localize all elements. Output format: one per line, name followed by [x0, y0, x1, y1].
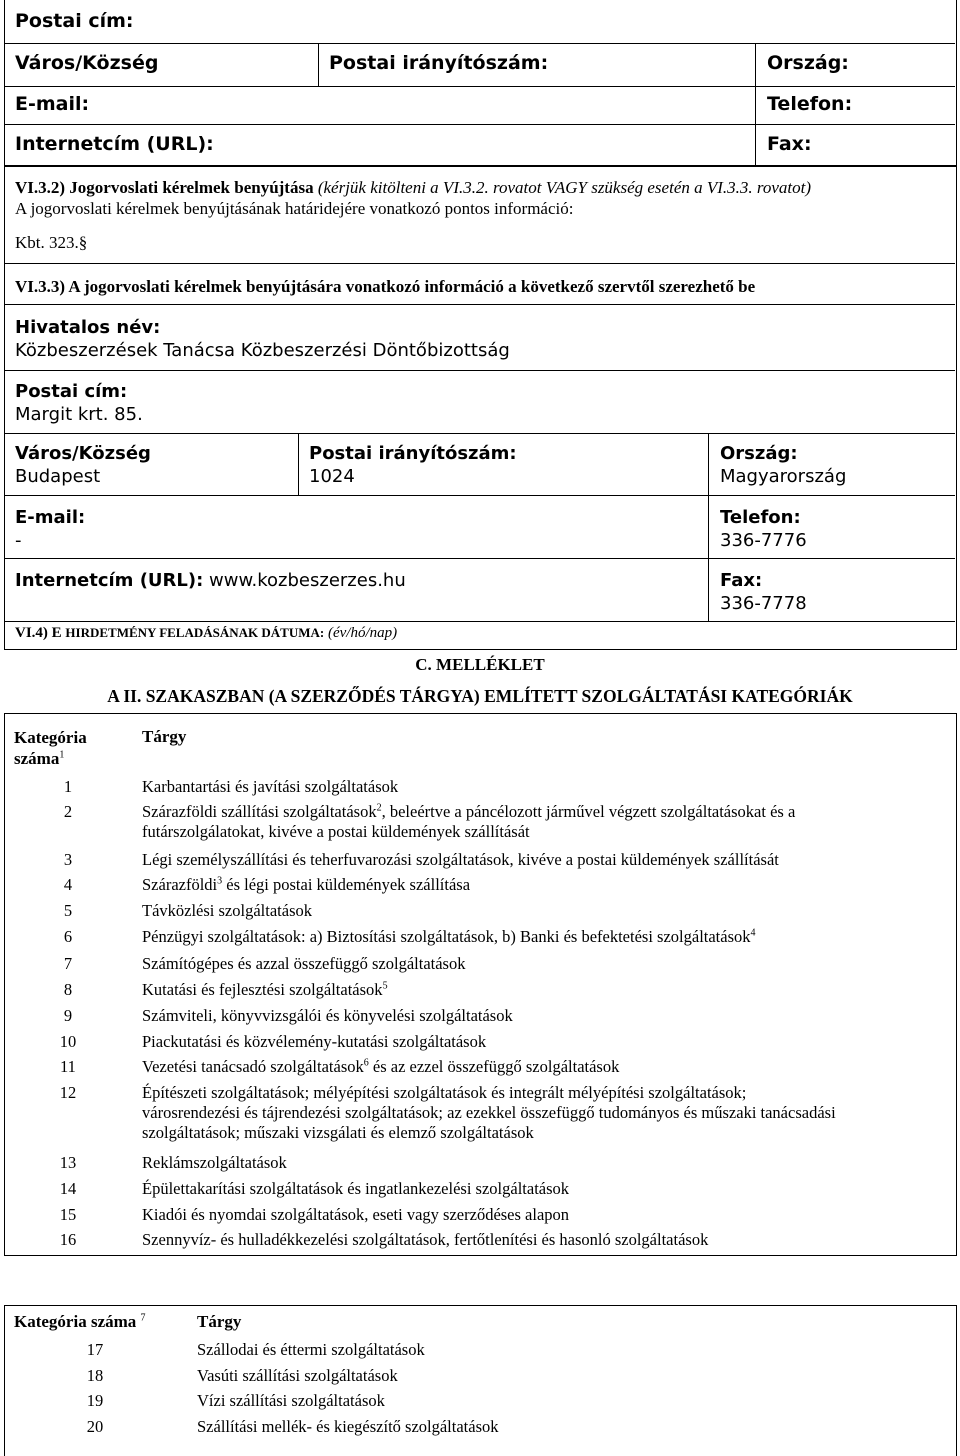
table1-col2-header: Tárgy [142, 727, 187, 746]
subject-text: Szárazföldi szállítási szolgáltatások [142, 802, 377, 821]
subject-text: Számítógépes és azzal összefüggő szolgáltatások [142, 954, 466, 973]
subject-line: futárszolgálatokat, kivéve a postai küldemények szállítását [142, 822, 530, 841]
divider [755, 43, 756, 165]
category-number: 5 [63, 901, 73, 920]
category-subject: Vasúti szállítási szolgáltatások [197, 1366, 398, 1385]
fax-value: 336-7778 [720, 593, 807, 614]
vi32-note: (kérjük kitölteni a VI.3.2. rovatot VAGY szükség esetén a VI.3.3. rovatot) [317, 178, 812, 197]
footnote-ref: 6 [363, 1057, 369, 1069]
divider [298, 433, 299, 495]
category-subject: Szállítási mellék- és kiegészítő szolgáltatások [197, 1417, 499, 1436]
vi4-hint: (év/hó/nap) [327, 625, 398, 641]
vi32-line1 [15, 178, 811, 198]
category-number: 3 [63, 850, 73, 869]
category-subject [142, 1205, 942, 1225]
divider [4, 86, 955, 87]
table2-col2-header: Tárgy [197, 1312, 242, 1331]
category-number: 2 [63, 802, 73, 821]
phone-label: Telefon: [767, 93, 853, 115]
vi4-number: VI.4) E [15, 625, 62, 641]
category-subject [142, 927, 942, 947]
subject-line [142, 1083, 942, 1103]
category-subject [142, 901, 942, 921]
category-subject [142, 954, 942, 974]
divider [318, 43, 319, 87]
category-subject [142, 1230, 942, 1250]
subject-text: Reklámszolgáltatások [142, 1153, 287, 1172]
category-subject [142, 1083, 942, 1143]
country-label: Ország: [767, 52, 849, 74]
divider [4, 124, 955, 125]
category-number: 17 [86, 1340, 104, 1359]
table2-col1-label: Kategória száma [14, 1312, 137, 1331]
category-number: 8 [63, 980, 73, 999]
table1-col1-line2: száma [14, 749, 60, 768]
subject-text: Építészeti szolgáltatások; mélyépítési szolgáltatások és integrált mélyépítési szolgáltatások; [142, 1083, 747, 1102]
fax-label-2: Fax: [720, 570, 763, 591]
footnote-1: 1 [59, 749, 65, 761]
phone-value: 336-7776 [720, 530, 807, 551]
subject-line: szolgáltatások; műszaki vizsgálati és elemző szolgáltatások [142, 1123, 534, 1142]
divider [4, 370, 955, 371]
divider [4, 263, 955, 264]
category-subject [142, 1179, 942, 1199]
category-number: 4 [63, 875, 73, 894]
annex-title: C. MELLÉKLET [415, 655, 545, 674]
category-number: 14 [59, 1179, 77, 1198]
divider [708, 433, 709, 621]
subject-line [142, 927, 942, 947]
vi4-label: HIRDETMÉNY FELADÁSÁNAK DÁTUMA: [65, 625, 325, 640]
city-label: Város/Község [15, 52, 159, 74]
divider [4, 433, 955, 434]
divider [4, 558, 955, 559]
url-line [15, 570, 406, 591]
category-subject [142, 1057, 942, 1077]
category-subject [142, 1006, 942, 1026]
country-value: Magyarország [720, 466, 847, 487]
category-number: 6 [63, 927, 73, 946]
category-subject [142, 980, 942, 1000]
subject-text: Karbantartási és javítási szolgáltatások [142, 777, 399, 796]
url-value: www.kozbeszerzes.hu [209, 570, 406, 591]
postal-address-label: Postai cím: [15, 10, 134, 32]
category-subject [142, 1153, 942, 1173]
category-subject [142, 802, 942, 842]
postal-code-value: 1024 [309, 466, 355, 487]
city-value: Budapest [15, 466, 101, 487]
category-number: 7 [63, 954, 73, 973]
category-subject [142, 777, 942, 797]
fax-label: Fax: [767, 133, 812, 155]
category-subject: Szállodai és éttermi szolgáltatások [197, 1340, 425, 1359]
subject-text: Piackutatási és közvélemény-kutatási szolgáltatások [142, 1032, 487, 1051]
divider [4, 43, 955, 44]
category-subject [142, 1032, 942, 1052]
footnote-ref: 2 [376, 802, 382, 814]
table1-col1-header [14, 727, 87, 769]
subject-text: Épülettakarítási szolgáltatások és ingatlankezelési szolgáltatások [142, 1179, 570, 1198]
url-label-2: Internetcím (URL): [15, 570, 204, 591]
divider [4, 621, 955, 622]
subject-text: Szárazföldi [142, 875, 218, 894]
subject-text: Szennyvíz- és hulladékkezelési szolgáltatások, fertőtlenítési és hasonló szolgáltatások [142, 1230, 709, 1249]
category-number: 1 [63, 777, 73, 796]
postal-address-label-2: Postai cím: [15, 381, 128, 402]
category-number: 16 [59, 1230, 77, 1249]
category-subject: Vízi szállítási szolgáltatások [197, 1391, 385, 1410]
category-subject [142, 875, 942, 895]
table2-col1-header [14, 1312, 146, 1332]
subject-line [142, 1057, 942, 1077]
subject-text: , beleértve a páncélozott járművel végzett szolgáltatásokat és a [381, 802, 796, 821]
vi32-heading: VI.3.2) Jogorvoslati kérelmek benyújtása [15, 178, 314, 197]
email-value: - [15, 530, 22, 551]
subject-text: Vezetési tanácsadó szolgáltatások [142, 1057, 364, 1076]
divider [4, 304, 955, 305]
official-name-label: Hivatalos név: [15, 317, 161, 338]
footnote-ref: 4 [750, 927, 756, 939]
email-label: E-mail: [15, 93, 90, 115]
subject-text: és az ezzel összefüggő szolgáltatások [368, 1057, 620, 1076]
category-number: 9 [63, 1006, 73, 1025]
footnote-ref: 3 [217, 875, 223, 887]
subject-line: városrendezési és tájrendezési szolgáltatások; az ezekkel összefüggő tudományos és műszaki tanácsadási [142, 1103, 836, 1122]
divider [4, 495, 955, 496]
postal-code-label-2: Postai irányítószám: [309, 443, 517, 464]
category-number: 15 [59, 1205, 77, 1224]
city-label-2: Város/Község [15, 443, 151, 464]
category-number: 12 [59, 1083, 77, 1102]
category-number: 19 [86, 1391, 104, 1410]
footnote-ref: 5 [382, 980, 388, 992]
subject-line [142, 980, 942, 1000]
email-label-2: E-mail: [15, 507, 86, 528]
subject-text: Számviteli, könyvvizsgálói és könyvelési szolgáltatások [142, 1006, 513, 1025]
subject-text: Pénzügyi szolgáltatások: a) Biztosítási szolgáltatások, b) Banki és befektetési szolgáltatások [142, 927, 751, 946]
category-number: 20 [86, 1417, 104, 1436]
postal-code-label: Postai irányítószám: [329, 52, 549, 74]
vi32-value: Kbt. 323.§ [15, 233, 88, 252]
phone-label-2: Telefon: [720, 507, 801, 528]
subject-text: Kiadói és nyomdai szolgáltatások, eseti vagy szerződéses alapon [142, 1205, 570, 1224]
subject-line [142, 875, 942, 895]
vi4-line [15, 625, 397, 642]
table1-col1-line1: Kategória [14, 728, 87, 747]
url-label: Internetcím (URL): [15, 133, 214, 155]
vi32-line2: A jogorvoslati kérelmek benyújtásának határidejére vonatkozó pontos információ: [15, 199, 574, 218]
subject-text: Távközlési szolgáltatások [142, 901, 312, 920]
postal-address-value: Margit krt. 85. [15, 404, 143, 425]
country-label-2: Ország: [720, 443, 798, 464]
official-name-value: Közbeszerzések Tanácsa Közbeszerzési Döntőbizottság [15, 340, 510, 361]
category-number: 18 [86, 1366, 104, 1385]
subject-line [142, 802, 942, 822]
footnote-7: 7 [140, 1312, 146, 1324]
subject-text: Légi személyszállítási és teherfuvarozási szolgáltatások, kivéve a postai küldemények szállítását [142, 850, 779, 869]
category-number: 11 [60, 1057, 76, 1076]
subject-text: és légi postai küldemények szállítása [222, 875, 471, 894]
annex-subtitle: A II. SZAKASZBAN (A SZERZŐDÉS TÁRGYA) EMLÍTETT SZOLGÁLTATÁSI KATEGÓRIÁK [107, 686, 853, 706]
vi33-heading: VI.3.3) A jogorvoslati kérelmek benyújtására vonatkozó információ a következő szervtől szerezhető be [15, 277, 756, 296]
subject-text: Kutatási és fejlesztési szolgáltatások [142, 980, 383, 999]
category-number: 13 [59, 1153, 77, 1172]
category-subject [142, 850, 942, 870]
category-number: 10 [59, 1032, 77, 1051]
